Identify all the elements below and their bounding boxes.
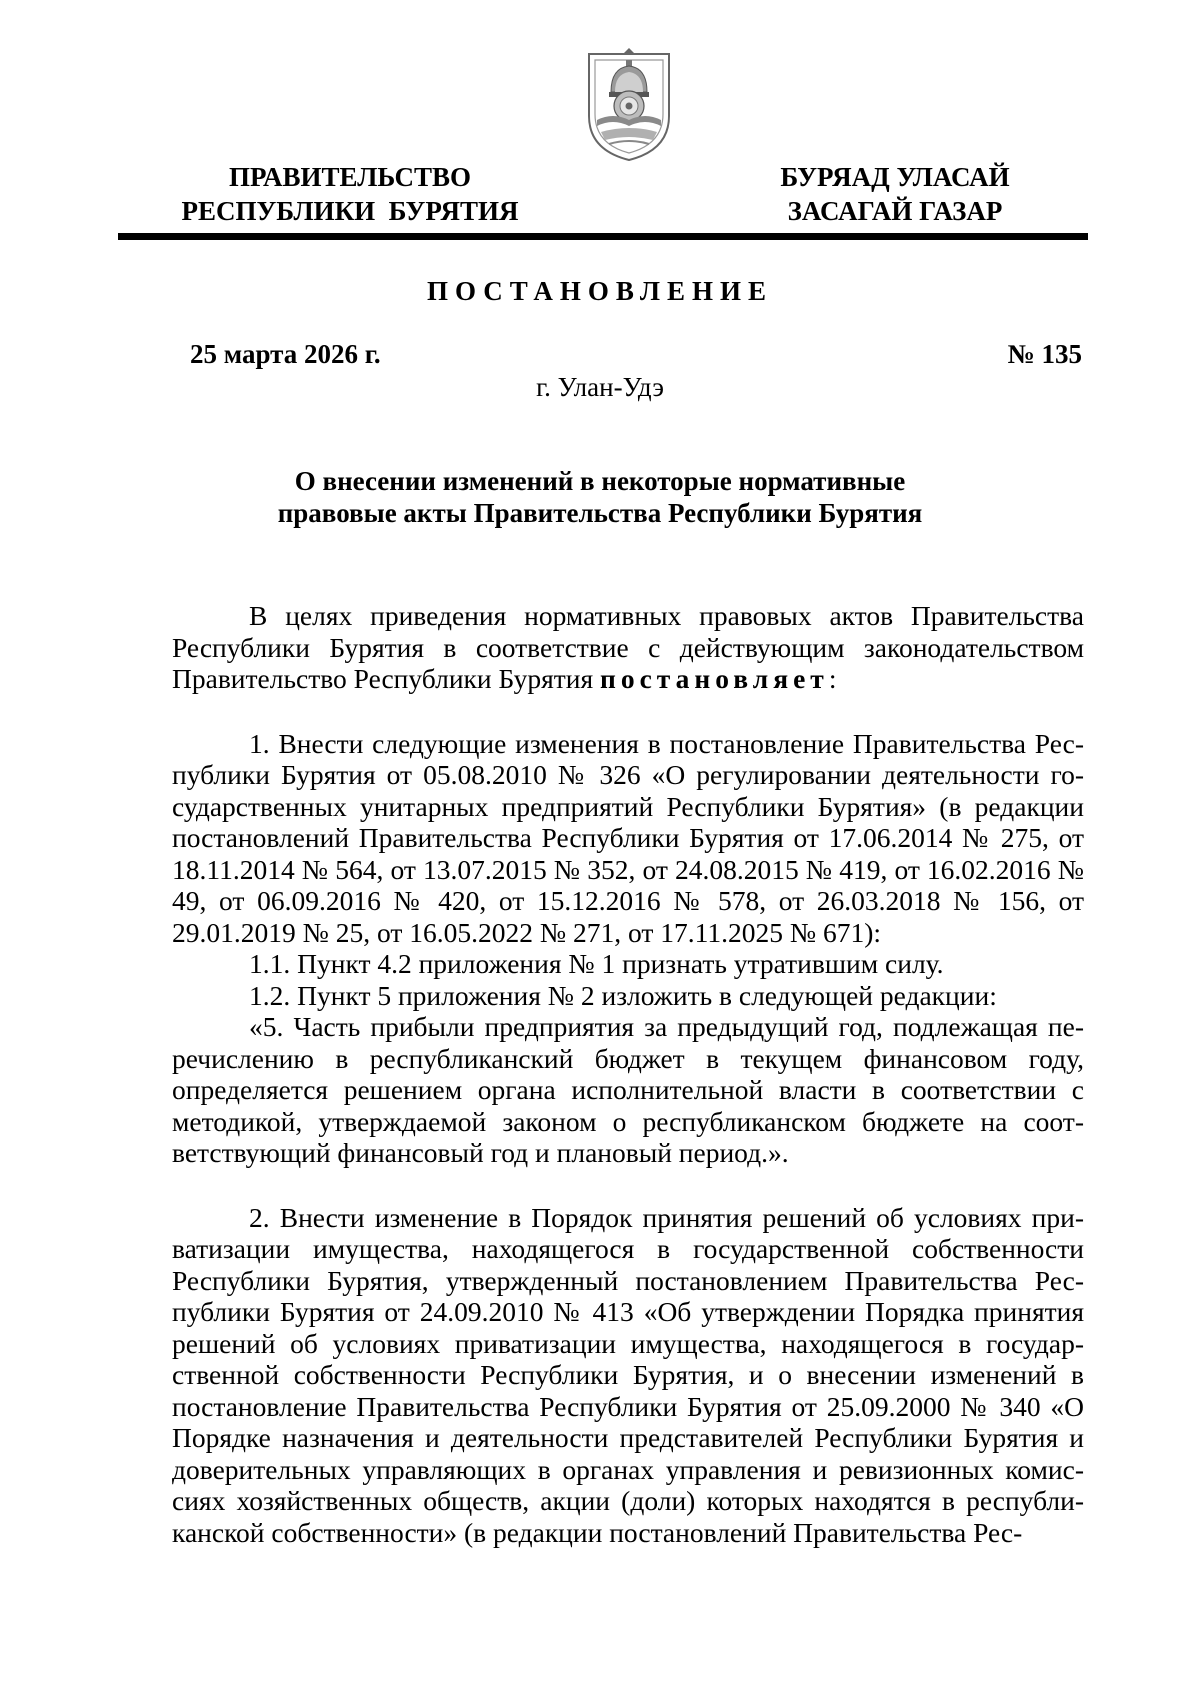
body-paragraph-1-2: 1.2. Пункт 5 приложения № 2 изложить в следующей редакции: bbox=[249, 979, 997, 1011]
org-name-russian-line2: РЕСПУБЛИКИ БУРЯТИЯ bbox=[181, 196, 519, 226]
org-name-buryat-line1: БУРЯАД УЛАСАЙ bbox=[780, 162, 1010, 192]
preamble-end: : bbox=[828, 663, 837, 694]
org-name-russian-line1: ПРАВИТЕЛЬСТВО bbox=[228, 162, 472, 192]
coat-of-arms-icon bbox=[583, 46, 675, 164]
republic-emblem bbox=[583, 46, 675, 164]
document-type: ПОСТАНОВЛЕНИЕ bbox=[426, 276, 774, 306]
document-title-line1: О внесении изменений в некоторые нормативные bbox=[294, 466, 906, 496]
body-paragraph-2: 2. Внести изменение в Порядок принятия решений об условиях приватизации имущества, находящегося в государственной собственности Республики Бурятия, утвержденный постановлением Правительства Республики Бурятия от 24.09.2010 № 413 «Об утверждении Порядка принятия решений об условиях приватизации имущества, находящегося в государственной собственности Республики Бурятия, и о внесении изменений в постановление Правительства Республики Бурятия от 25.09.2000 № 340 «О Порядке назначения и деятельности представителей Республики Бурятия и доверительных управляющих в органах управления и ревизионных комиссиях хозяйственных обществ, акции (доли) которых находятся в республиканской собственности» (в редакции постановлений Правительства Рес- bbox=[172, 1201, 1084, 1548]
document-body bbox=[172, 600, 1084, 1548]
org-name-buryat-line2: ЗАСАГАЙ ГАЗАР bbox=[787, 196, 1003, 226]
preamble-paragraph bbox=[172, 600, 1084, 695]
preamble-text: В целях приведения нормативных правовых актов Правительства Республики Бурятия в соответствие с действующим законодательством Правительство Республики Бурятия bbox=[172, 600, 1084, 694]
body-paragraph-1-1: 1.1. Пункт 4.2 приложения № 1 признать утратившим силу. bbox=[249, 948, 944, 979]
document-city: г. Улан-Удэ bbox=[536, 372, 664, 402]
body-paragraph-quote: «5. Часть прибыли предприятия за предыдущий год, подлежащая перечислению в республиканский бюджет в текущем финансовом году, определяется решением органа исполнительной власти в соответствии с методикой, утверждаемой законом о республиканском бюджете на соответствующий финансовый год и плановый период.». bbox=[172, 1011, 1084, 1168]
document-title bbox=[150, 465, 1050, 529]
document-date: 25 марта 2026 г. bbox=[190, 339, 381, 369]
document-title-line2: правовые акты Правительства Республики Бурятия bbox=[277, 498, 923, 528]
header-divider bbox=[118, 233, 1088, 240]
org-name-buryat bbox=[730, 160, 1060, 228]
document-number: № 135 bbox=[1007, 339, 1082, 369]
body-paragraph-1: 1. Внести следующие изменения в постановление Правительства Республики Бурятия от 05.08.2010 № 326 «О регулировании деятельности государственных унитарных предприятий Республики Бурятия» (в редакции постановлений Правительства Республики Бурятия от 17.06.2014 № 275, от 18.11.2014 № 564, от 13.07.2015 № 352, от 24.08.2015 № 419, от 16.02.2016 № 49, от 06.09.2016 № 420, от 15.12.2016 № 578, от 26.03.2018 № 156, от 29.01.2019 № 25, от 16.05.2022 № 271, от 17.11.2025 № 671): bbox=[172, 727, 1084, 948]
decree-word: постановляет bbox=[600, 663, 829, 694]
org-name-russian bbox=[160, 160, 540, 228]
